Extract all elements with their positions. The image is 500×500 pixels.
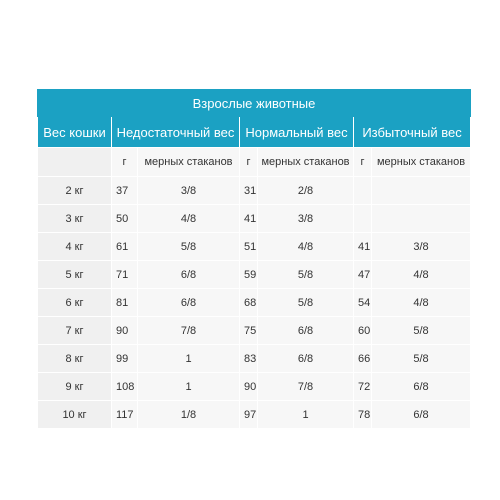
cell-under-grams: 99 — [112, 345, 138, 373]
cell-under-grams: 50 — [112, 205, 138, 233]
cell-over-cups: 4/8 — [372, 289, 471, 317]
cell-normal-grams: 68 — [240, 289, 258, 317]
header-weight: Вес кошки — [38, 117, 112, 148]
cell-under-cups: 5/8 — [138, 233, 240, 261]
cell-weight: 7 кг — [38, 317, 112, 345]
cell-over-grams — [354, 177, 372, 205]
cell-under-cups: 7/8 — [138, 317, 240, 345]
unit-grams-normal: г — [240, 148, 258, 177]
cell-over-cups: 5/8 — [372, 317, 471, 345]
cell-over-cups: 3/8 — [372, 233, 471, 261]
table-row — [38, 317, 471, 345]
unit-cups-under: мерных стаканов — [138, 148, 240, 177]
cell-weight: 10 кг — [38, 401, 112, 429]
cell-normal-cups: 5/8 — [258, 289, 354, 317]
cell-under-cups: 4/8 — [138, 205, 240, 233]
cell-under-grams: 71 — [112, 261, 138, 289]
table-row — [38, 261, 471, 289]
cell-under-grams: 117 — [112, 401, 138, 429]
cell-weight: 6 кг — [38, 289, 112, 317]
cell-under-cups: 1 — [138, 345, 240, 373]
cell-over-grams: 66 — [354, 345, 372, 373]
table-row — [38, 205, 471, 233]
unit-grams-under: г — [112, 148, 138, 177]
cell-normal-cups: 1 — [258, 401, 354, 429]
cell-over-cups — [372, 205, 471, 233]
cell-under-cups: 3/8 — [138, 177, 240, 205]
cell-over-grams: 54 — [354, 289, 372, 317]
cell-normal-cups: 6/8 — [258, 317, 354, 345]
cell-normal-grams: 75 — [240, 317, 258, 345]
table-row — [38, 233, 471, 261]
cell-normal-cups: 7/8 — [258, 373, 354, 401]
cell-under-grams: 90 — [112, 317, 138, 345]
cell-under-grams: 61 — [112, 233, 138, 261]
cell-weight: 2 кг — [38, 177, 112, 205]
cell-over-grams: 60 — [354, 317, 372, 345]
cell-over-grams: 72 — [354, 373, 372, 401]
cell-over-cups: 5/8 — [372, 345, 471, 373]
header-underweight: Недостаточный вес — [112, 117, 240, 148]
units-row — [38, 148, 471, 177]
cell-normal-grams: 51 — [240, 233, 258, 261]
table-header-row — [38, 117, 471, 148]
cell-normal-grams: 59 — [240, 261, 258, 289]
cell-normal-cups: 2/8 — [258, 177, 354, 205]
cell-under-grams: 37 — [112, 177, 138, 205]
unit-cups-over: мерных стаканов — [372, 148, 471, 177]
cell-over-grams — [354, 205, 372, 233]
cell-normal-grams: 41 — [240, 205, 258, 233]
cell-under-grams: 108 — [112, 373, 138, 401]
cell-under-cups: 1/8 — [138, 401, 240, 429]
cell-weight: 8 кг — [38, 345, 112, 373]
cell-over-grams: 41 — [354, 233, 372, 261]
cell-over-cups — [372, 177, 471, 205]
cell-over-grams: 47 — [354, 261, 372, 289]
table-row — [38, 177, 471, 205]
unit-grams-over: г — [354, 148, 372, 177]
unit-cups-normal: мерных стаканов — [258, 148, 354, 177]
units-corner-cell — [38, 148, 112, 177]
cell-normal-cups: 5/8 — [258, 261, 354, 289]
table-row — [38, 345, 471, 373]
cell-under-grams: 81 — [112, 289, 138, 317]
cell-normal-grams: 90 — [240, 373, 258, 401]
cell-weight: 3 кг — [38, 205, 112, 233]
cell-under-cups: 6/8 — [138, 261, 240, 289]
cell-normal-cups: 3/8 — [258, 205, 354, 233]
cell-normal-grams: 31 — [240, 177, 258, 205]
table-row — [38, 373, 471, 401]
cell-weight: 4 кг — [38, 233, 112, 261]
cell-weight: 9 кг — [38, 373, 112, 401]
table-row — [38, 401, 471, 429]
cell-normal-grams: 83 — [240, 345, 258, 373]
cell-normal-cups: 6/8 — [258, 345, 354, 373]
cell-over-cups: 6/8 — [372, 401, 471, 429]
header-overweight: Избыточный вес — [354, 117, 471, 148]
table-title-row — [38, 90, 471, 117]
cell-over-cups: 4/8 — [372, 261, 471, 289]
cell-normal-cups: 4/8 — [258, 233, 354, 261]
cell-over-cups: 6/8 — [372, 373, 471, 401]
cell-normal-grams: 97 — [240, 401, 258, 429]
header-normal-weight: Нормальный вес — [240, 117, 354, 148]
cell-over-grams: 78 — [354, 401, 372, 429]
table-title: Взрослые животные — [38, 90, 471, 117]
table-row — [38, 289, 471, 317]
cell-under-cups: 1 — [138, 373, 240, 401]
feeding-table — [37, 89, 471, 429]
cell-weight: 5 кг — [38, 261, 112, 289]
cell-under-cups: 6/8 — [138, 289, 240, 317]
